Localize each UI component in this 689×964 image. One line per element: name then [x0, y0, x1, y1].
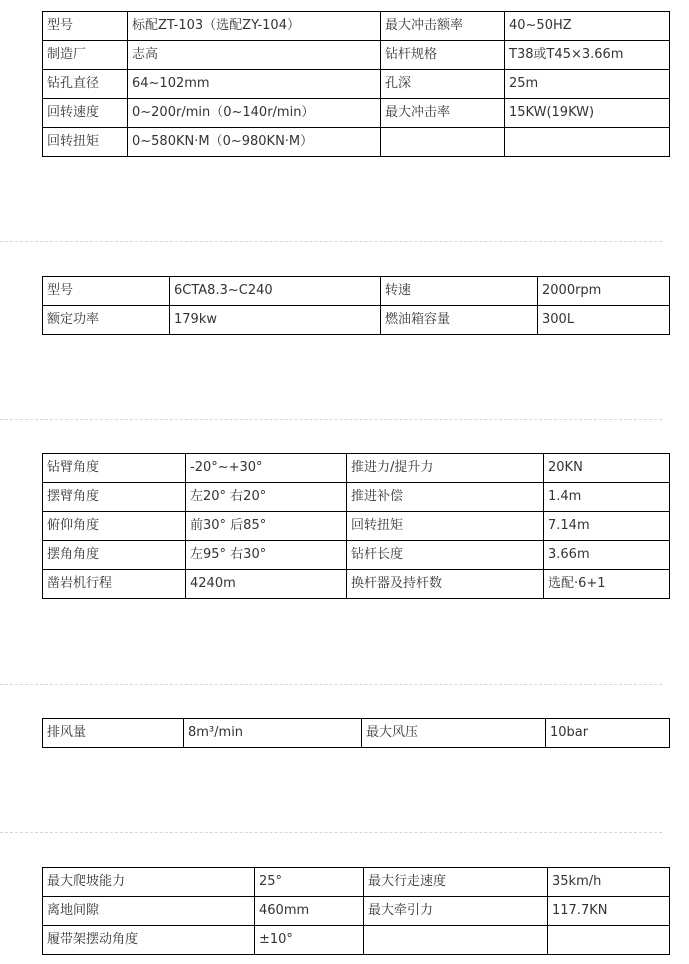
spec-value: 2000rpm	[538, 277, 670, 306]
spec-value: 标配ZT-103（选配ZY-104）	[128, 12, 381, 41]
spec-label: 钻杆长度	[347, 541, 544, 570]
section-divider	[0, 684, 662, 685]
spec-value: 25m	[505, 70, 670, 99]
spec-label	[381, 128, 505, 157]
spec-label: 回转扭矩	[43, 128, 128, 157]
table-row	[43, 719, 670, 748]
spec-label: 推进力/提升力	[347, 454, 544, 483]
spec-label: 推进补偿	[347, 483, 544, 512]
spec-value: 117.7KN	[548, 897, 670, 926]
spec-label: 回转扭矩	[347, 512, 544, 541]
table-row	[43, 99, 670, 128]
spec-value: 64~102mm	[128, 70, 381, 99]
table-row	[43, 12, 670, 41]
spec-value: 左95° 右30°	[186, 541, 347, 570]
spec-value: T38或T45×3.66m	[505, 41, 670, 70]
spec-value: 志高	[128, 41, 381, 70]
table-row	[43, 70, 670, 99]
spec-label: 回转速度	[43, 99, 128, 128]
spec-value: 10bar	[546, 719, 670, 748]
table-row	[43, 277, 670, 306]
table-row	[43, 483, 670, 512]
spec-value: 4240m	[186, 570, 347, 599]
section-divider	[0, 241, 662, 242]
spec-value: 460mm	[255, 897, 364, 926]
compressor-spec-table	[42, 718, 670, 748]
spec-value: 15KW(19KW)	[505, 99, 670, 128]
spec-value	[548, 926, 670, 955]
spec-label: 最大行走速度	[364, 868, 548, 897]
table-row	[43, 306, 670, 335]
section-divider	[0, 832, 662, 833]
engine-spec-table	[42, 276, 670, 335]
spec-label: 排风量	[43, 719, 184, 748]
spec-label: 换杆器及持杆数	[347, 570, 544, 599]
spec-label: 最大冲击率	[381, 99, 505, 128]
spec-value: 0~580KN·M（0~980KN·M）	[128, 128, 381, 157]
spec-value: 25°	[255, 868, 364, 897]
spec-label: 履带架摆动角度	[43, 926, 255, 955]
spec-label	[364, 926, 548, 955]
spec-label: 摆角角度	[43, 541, 186, 570]
drill-spec-table	[42, 11, 670, 157]
spec-value: 35km/h	[548, 868, 670, 897]
table-row	[43, 41, 670, 70]
spec-label: 额定功率	[43, 306, 170, 335]
spec-value: 0~200r/min（0~140r/min）	[128, 99, 381, 128]
table-row	[43, 897, 670, 926]
spec-label: 型号	[43, 12, 128, 41]
spec-value: ±10°	[255, 926, 364, 955]
spec-label: 孔深	[381, 70, 505, 99]
table-row	[43, 541, 670, 570]
table-row	[43, 512, 670, 541]
boom-spec-table	[42, 453, 670, 599]
spec-label: 制造厂	[43, 41, 128, 70]
section-divider	[0, 419, 662, 420]
spec-label: 最大爬坡能力	[43, 868, 255, 897]
spec-label: 最大牵引力	[364, 897, 548, 926]
spec-value: 选配·6+1	[544, 570, 670, 599]
spec-label: 俯仰角度	[43, 512, 186, 541]
spec-label: 型号	[43, 277, 170, 306]
spec-label: 燃油箱容量	[381, 306, 538, 335]
table-row	[43, 454, 670, 483]
spec-label: 最大风压	[362, 719, 546, 748]
spec-value: 300L	[538, 306, 670, 335]
spec-value: 179kw	[170, 306, 381, 335]
spec-value: 6CTA8.3~C240	[170, 277, 381, 306]
spec-label: 转速	[381, 277, 538, 306]
spec-value: 8m³/min	[184, 719, 362, 748]
spec-label: 离地间隙	[43, 897, 255, 926]
spec-value: 前30° 后85°	[186, 512, 347, 541]
spec-label: 最大冲击额率	[381, 12, 505, 41]
spec-value: 3.66m	[544, 541, 670, 570]
table-row	[43, 128, 670, 157]
spec-value	[505, 128, 670, 157]
spec-value: 1.4m	[544, 483, 670, 512]
spec-label: 钻孔直径	[43, 70, 128, 99]
spec-value: 左20° 右20°	[186, 483, 347, 512]
spec-value: 40~50HZ	[505, 12, 670, 41]
table-row	[43, 570, 670, 599]
spec-value: 7.14m	[544, 512, 670, 541]
spec-label: 摆臂角度	[43, 483, 186, 512]
spec-value: 20KN	[544, 454, 670, 483]
table-row	[43, 868, 670, 897]
chassis-spec-table	[42, 867, 670, 955]
table-row	[43, 926, 670, 955]
spec-value: -20°~+30°	[186, 454, 347, 483]
spec-label: 钻杆规格	[381, 41, 505, 70]
spec-label: 凿岩机行程	[43, 570, 186, 599]
spec-label: 钻臂角度	[43, 454, 186, 483]
